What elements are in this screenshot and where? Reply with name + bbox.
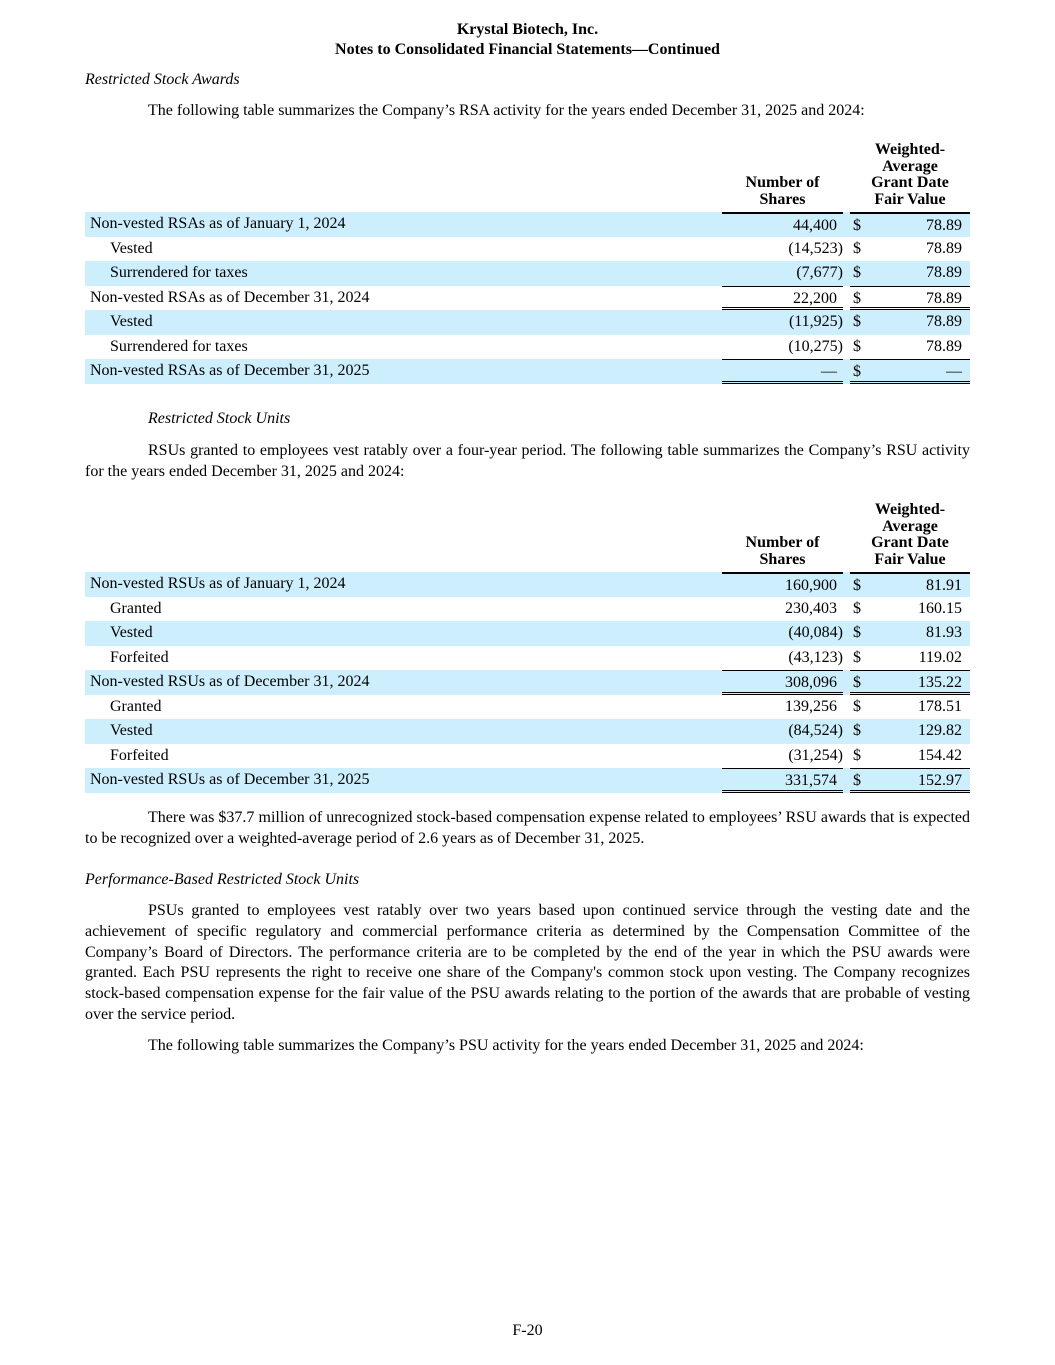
currency-symbol: $ — [853, 697, 861, 715]
column-header-line: Number of — [745, 174, 820, 191]
table-header — [85, 140, 970, 212]
currency-symbol: $ — [853, 624, 861, 641]
row-label: Non-vested RSUs as of January 1, 2024 — [90, 575, 346, 592]
column-header-line: Average — [882, 517, 938, 535]
currency-symbol: $ — [853, 337, 861, 355]
fair-value: 78.89 — [926, 337, 962, 355]
fair-value: 160.15 — [918, 599, 962, 617]
fair-value-cell — [850, 212, 970, 237]
row-label: Vested — [110, 239, 153, 257]
table-row — [85, 237, 970, 262]
fair-value: — — [946, 363, 962, 380]
shares-value: 230,403 — [785, 599, 837, 617]
row-label: Vested — [110, 624, 153, 641]
shares-value: 22,200 — [722, 286, 843, 311]
page-number: F-20 — [512, 1322, 543, 1339]
rsa-intro: The following table summarizes the Company’s RSA activity for the years ended December 31, 2025 and 2024: — [148, 102, 865, 119]
column-header-line: Fair Value — [874, 550, 946, 568]
column-header-line: Fair Value — [874, 190, 946, 208]
currency-symbol: $ — [853, 264, 861, 281]
currency-symbol: $ — [853, 577, 861, 594]
psu-heading: Performance-Based Restricted Stock Units — [85, 871, 360, 888]
fair-value-cell — [850, 597, 970, 622]
table-row — [85, 646, 970, 671]
table-row — [85, 286, 970, 311]
fair-value-cell — [850, 335, 970, 360]
table-row — [85, 335, 970, 360]
fair-value-cell — [850, 237, 970, 262]
currency-symbol: $ — [853, 217, 861, 234]
column-header-line: Weighted- — [874, 141, 946, 158]
fair-value: 78.89 — [926, 313, 962, 330]
table-row — [85, 670, 970, 695]
fair-value-cell — [850, 768, 970, 793]
rsa-heading: Restricted Stock Awards — [85, 71, 240, 88]
currency-symbol: $ — [853, 674, 861, 691]
table-row — [85, 597, 970, 622]
shares-value: (43,123) — [788, 648, 843, 666]
table-row — [85, 744, 970, 769]
table-header — [85, 500, 970, 572]
fair-value: 78.89 — [926, 217, 962, 234]
shares-value: (10,275) — [788, 337, 843, 355]
currency-symbol: $ — [853, 722, 861, 739]
rsu-intro: RSUs granted to employees vest ratably over a four-year period. The following table summarizes the Company’s RSU activity for the years ended December 31, 2025 and 2024: — [85, 442, 970, 480]
column-header-line: Number of — [745, 534, 820, 551]
shares-value: (11,925) — [788, 313, 843, 330]
currency-symbol: $ — [853, 648, 861, 666]
row-label: Non-vested RSAs as of December 31, 2025 — [90, 362, 370, 379]
column-header-fair-value — [850, 142, 970, 208]
shares-value: (31,254) — [788, 746, 843, 764]
shares-value: 44,400 — [722, 212, 843, 237]
row-label: Granted — [110, 697, 162, 715]
currency-symbol: $ — [853, 239, 861, 257]
shares-value: (84,524) — [788, 722, 843, 739]
fair-value-cell — [850, 695, 970, 720]
fair-value-cell — [850, 670, 970, 695]
table-row — [85, 621, 970, 646]
row-label: Non-vested RSAs as of January 1, 2024 — [90, 215, 346, 232]
fair-value-cell — [850, 719, 970, 744]
column-header-line: Grant Date — [871, 174, 949, 191]
company-name: Krystal Biotech, Inc. — [456, 21, 599, 38]
fair-value: 81.93 — [926, 624, 962, 641]
column-header-line: Average — [882, 157, 938, 175]
currency-symbol: $ — [853, 746, 861, 764]
shares-value: 308,096 — [722, 670, 843, 695]
shares-value: 139,256 — [785, 697, 837, 715]
fair-value-cell — [850, 286, 970, 311]
column-header-line: Shares — [759, 550, 806, 568]
fair-value: 78.89 — [926, 239, 962, 257]
shares-value: — — [722, 359, 843, 384]
fair-value-cell — [850, 744, 970, 769]
row-label: Surrendered for taxes — [110, 337, 248, 355]
currency-symbol: $ — [853, 313, 861, 330]
row-label: Granted — [110, 599, 162, 617]
row-label: Non-vested RSUs as of December 31, 2024 — [90, 673, 370, 690]
fair-value: 129.82 — [918, 722, 962, 739]
fair-value: 81.91 — [926, 577, 962, 594]
table-row — [85, 310, 970, 335]
fair-value-cell — [850, 646, 970, 671]
rsu-heading: Restricted Stock Units — [148, 410, 291, 427]
currency-symbol: $ — [853, 599, 861, 617]
row-label: Non-vested RSAs as of December 31, 2024 — [90, 288, 370, 306]
row-label: Forfeited — [110, 746, 169, 764]
shares-value: 160,900 — [722, 572, 843, 597]
fair-value: 154.42 — [918, 746, 962, 764]
row-label: Non-vested RSUs as of December 31, 2025 — [90, 771, 370, 788]
shares-value: (40,084) — [788, 624, 843, 641]
psu-description: PSUs granted to employees vest ratably over two years based upon continued service through the vesting date and the achievement of specific regulatory and commercial performance criteria as determined by the Compensation Committee of the Company’s Board of Directors. The performance criteria are to be completed by the end of the year in which the PSU awards were granted. Each PSU represents the right to receive one share of the Company's common stock upon vesting. The Company recognizes stock-based compensation expense for the fair value of the PSU awards relating to the portion of the awards that are probable of vesting over the service period. — [85, 902, 970, 1023]
row-label: Surrendered for taxes — [110, 264, 248, 281]
fair-value-cell — [850, 310, 970, 335]
table-row — [85, 261, 970, 286]
row-label: Vested — [110, 722, 153, 739]
column-header-line: Weighted- — [874, 501, 946, 518]
table-row — [85, 572, 970, 597]
table-row — [85, 212, 970, 237]
fair-value: 135.22 — [918, 674, 962, 691]
table-row — [85, 359, 970, 384]
fair-value-cell — [850, 359, 970, 384]
fair-value-cell — [850, 621, 970, 646]
column-header-line: Shares — [759, 190, 806, 208]
page-subtitle: Notes to Consolidated Financial Statements—Continued — [335, 41, 720, 58]
table-row — [85, 768, 970, 793]
shares-value: (7,677) — [796, 264, 843, 281]
shares-value: (14,523) — [788, 239, 843, 257]
column-header-line: Grant Date — [871, 534, 949, 551]
currency-symbol: $ — [853, 289, 861, 307]
fair-value-cell — [850, 572, 970, 597]
currency-symbol: $ — [853, 772, 861, 789]
fair-value-cell — [850, 261, 970, 286]
row-label: Forfeited — [110, 648, 169, 666]
psu-intro: The following table summarizes the Company’s PSU activity for the years ended December 31, 2025 and 2024: — [148, 1037, 864, 1054]
column-header-shares — [722, 535, 843, 568]
fair-value: 178.51 — [918, 697, 962, 715]
row-label: Vested — [110, 313, 153, 330]
fair-value: 78.89 — [926, 289, 962, 307]
column-header-fair-value — [850, 502, 970, 568]
rsu-table — [85, 500, 970, 793]
rsu-unrecognized-note: There was $37.7 million of unrecognized stock-based compensation expense related to employees’ RSU awards that is expected to be recognized over a weighted-average period of 2.6 years as of December 31, 2025. — [85, 809, 970, 847]
shares-value: 331,574 — [722, 768, 843, 793]
fair-value: 152.97 — [918, 772, 962, 789]
table-row — [85, 695, 970, 720]
currency-symbol: $ — [853, 363, 861, 380]
fair-value: 78.89 — [926, 264, 962, 281]
column-header-shares — [722, 175, 843, 208]
table-row — [85, 719, 970, 744]
fair-value: 119.02 — [918, 648, 962, 666]
rsa-table — [85, 140, 970, 384]
